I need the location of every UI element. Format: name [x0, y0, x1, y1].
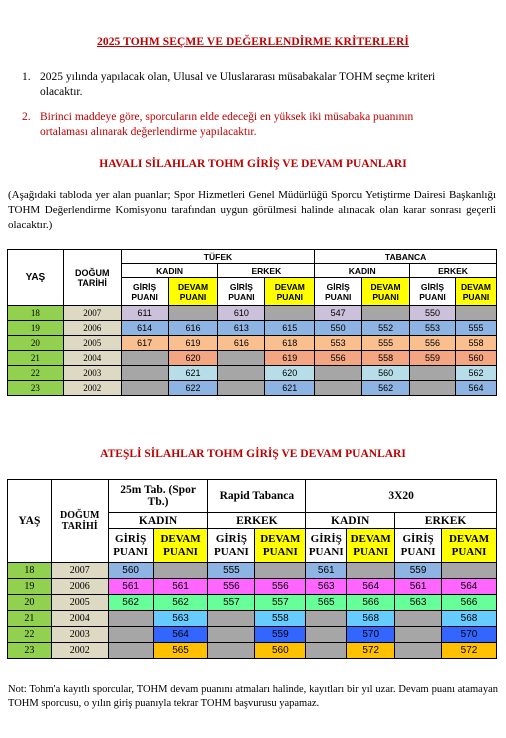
fire-gender: KADIN: [306, 513, 395, 529]
score-cell: 558: [455, 336, 496, 351]
score-cell: 568: [442, 611, 497, 627]
age-cell: 23: [8, 643, 52, 659]
air-cont-header: DEVAM PUANI: [168, 278, 218, 306]
air-cont-header: DEVAM PUANI: [265, 278, 315, 306]
score-cell: 556: [255, 579, 306, 595]
score-cell: 562: [362, 381, 410, 396]
fire-table: [7, 479, 497, 659]
year-cell: 2004: [63, 351, 121, 366]
score-cell: [265, 306, 315, 321]
score-cell: [153, 563, 208, 579]
score-cell: 616: [168, 321, 218, 336]
score-cell: 558: [362, 351, 410, 366]
air-heading: HAVALI SİLAHLAR TOHM GİRİŞ VE DEVAM PUANLARI: [99, 158, 407, 170]
score-cell: 613: [218, 321, 265, 336]
fire-cont-header: DEVAM PUANI: [255, 529, 306, 563]
year-cell: 2005: [63, 336, 121, 351]
score-cell: [315, 381, 362, 396]
year-cell: 2007: [63, 306, 121, 321]
age-cell: 19: [8, 579, 52, 595]
score-cell: 561: [108, 579, 153, 595]
score-cell: [306, 627, 347, 643]
score-cell: [121, 366, 168, 381]
fire-gender: KADIN: [108, 513, 208, 529]
score-cell: [108, 611, 153, 627]
air-group-rifle: TÜFEK: [121, 250, 315, 264]
year-cell: 2006: [63, 321, 121, 336]
score-cell: 556: [208, 579, 255, 595]
year-cell: 2005: [51, 595, 108, 611]
age-cell: 22: [8, 366, 64, 381]
score-cell: 563: [306, 579, 347, 595]
score-cell: [108, 627, 153, 643]
year-cell: 2002: [51, 643, 108, 659]
score-cell: 558: [255, 611, 306, 627]
fire-group-25m: 25m Tab. (Spor Tb.): [108, 480, 208, 513]
score-cell: 555: [455, 321, 496, 336]
age-cell: 19: [8, 321, 64, 336]
age-cell: 21: [8, 351, 64, 366]
score-cell: [168, 306, 218, 321]
score-cell: [306, 643, 347, 659]
score-cell: 560: [255, 643, 306, 659]
age-cell: 22: [8, 627, 52, 643]
air-table-row: [8, 336, 497, 351]
fire-gender: ERKEK: [395, 513, 497, 529]
score-cell: 621: [168, 366, 218, 381]
air-entry-header: GİRİŞ PUANI: [410, 278, 456, 306]
age-cell: 20: [8, 336, 64, 351]
score-cell: 619: [168, 336, 218, 351]
score-cell: 564: [442, 579, 497, 595]
year-cell: 2006: [51, 579, 108, 595]
fire-col-age: YAŞ: [8, 480, 52, 563]
fire-table-row: [8, 643, 497, 659]
score-cell: 566: [347, 595, 395, 611]
score-cell: 560: [362, 366, 410, 381]
score-cell: 620: [265, 366, 315, 381]
age-cell: 21: [8, 611, 52, 627]
score-cell: 553: [410, 321, 456, 336]
score-cell: 563: [395, 595, 442, 611]
score-cell: 550: [410, 306, 456, 321]
score-cell: 619: [265, 351, 315, 366]
score-cell: 562: [455, 366, 496, 381]
score-cell: 556: [315, 351, 362, 366]
air-table-row: [8, 381, 497, 396]
fire-heading: ATEŞLİ SİLAHLAR TOHM GİRİŞ VE DEVAM PUANLARI: [100, 448, 406, 460]
score-cell: 570: [442, 627, 497, 643]
year-cell: 2003: [51, 627, 108, 643]
score-cell: [395, 643, 442, 659]
air-gender: KADIN: [315, 264, 410, 278]
page-title: 2025 TOHM SEÇME VE DEĞERLENDİRME KRİTERLERİ: [97, 36, 409, 48]
score-cell: 565: [306, 595, 347, 611]
air-gender: ERKEK: [218, 264, 315, 278]
fire-table-row: [8, 563, 497, 579]
score-cell: [208, 611, 255, 627]
score-cell: 560: [455, 351, 496, 366]
air-table-row: [8, 321, 497, 336]
air-cont-header: DEVAM PUANI: [362, 278, 410, 306]
air-table-row: [8, 306, 497, 321]
fire-entry-header: GİRİŞ PUANI: [108, 529, 153, 563]
age-cell: 23: [8, 381, 64, 396]
score-cell: 611: [121, 306, 168, 321]
score-cell: 561: [306, 563, 347, 579]
score-cell: 616: [218, 336, 265, 351]
score-cell: [218, 381, 265, 396]
score-cell: 559: [410, 351, 456, 366]
score-cell: 566: [442, 595, 497, 611]
score-cell: 618: [265, 336, 315, 351]
fire-table-row: [8, 627, 497, 643]
air-group-pistol: TABANCA: [315, 250, 497, 264]
score-cell: 561: [395, 579, 442, 595]
score-cell: 564: [455, 381, 496, 396]
air-entry-header: GİRİŞ PUANI: [315, 278, 362, 306]
score-cell: 559: [395, 563, 442, 579]
air-gender: KADIN: [121, 264, 218, 278]
score-cell: 553: [315, 336, 362, 351]
fire-table-row: [8, 595, 497, 611]
score-cell: [395, 627, 442, 643]
score-cell: 555: [208, 563, 255, 579]
score-cell: [121, 381, 168, 396]
score-cell: 564: [153, 627, 208, 643]
age-cell: 18: [8, 563, 52, 579]
fire-group-rapid: Rapid Tabanca: [208, 480, 306, 513]
year-cell: 2003: [63, 366, 121, 381]
criteria-number: 1.: [22, 71, 31, 83]
score-cell: [208, 627, 255, 643]
score-cell: 572: [442, 643, 497, 659]
score-cell: [218, 366, 265, 381]
air-cont-header: DEVAM PUANI: [455, 278, 496, 306]
age-cell: 18: [8, 306, 64, 321]
score-cell: [362, 306, 410, 321]
score-cell: 568: [347, 611, 395, 627]
score-cell: 622: [168, 381, 218, 396]
fire-cont-header: DEVAM PUANI: [153, 529, 208, 563]
score-cell: 570: [347, 627, 395, 643]
age-cell: 20: [8, 595, 52, 611]
air-intro: (Aşağıdaki tabloda yer alan puanlar; Spor Hizmetleri Genel Müdürlüğü Sporcu Yetiştirme Dairesi Başkanlığı TOHM Değerlendirme Komisyonu tarafından uygun görülmesi halinde alınacak olan karar sonrası geçerli olacaktır.): [8, 189, 496, 231]
score-cell: [208, 643, 255, 659]
score-cell: 572: [347, 643, 395, 659]
score-cell: [410, 366, 456, 381]
air-entry-header: GİRİŞ PUANI: [218, 278, 265, 306]
air-col-birth: DOĞUM TARİHİ: [63, 250, 121, 306]
score-cell: 557: [208, 595, 255, 611]
air-table-row: [8, 366, 497, 381]
fire-entry-header: GİRİŞ PUANI: [395, 529, 442, 563]
year-cell: 2004: [51, 611, 108, 627]
air-col-age: YAŞ: [8, 250, 64, 306]
fire-entry-header: GİRİŞ PUANI: [306, 529, 347, 563]
score-cell: 620: [168, 351, 218, 366]
score-cell: 555: [362, 336, 410, 351]
score-cell: 559: [255, 627, 306, 643]
fire-gender: ERKEK: [208, 513, 306, 529]
score-cell: [121, 351, 168, 366]
score-cell: 562: [108, 595, 153, 611]
fire-table-row: [8, 579, 497, 595]
fire-cont-header: DEVAM PUANI: [442, 529, 497, 563]
score-cell: [347, 563, 395, 579]
score-cell: [218, 351, 265, 366]
score-cell: 614: [121, 321, 168, 336]
fire-group-3x20: 3X20: [306, 480, 497, 513]
score-cell: 564: [347, 579, 395, 595]
criteria-text: Birinci maddeye göre, sporcuların elde edeceği en yüksek iki müsabaka puanının ortalaması alınarak değerlendirme yapılacaktır.: [40, 111, 414, 138]
criteria-number: 2.: [22, 111, 31, 123]
air-gender: ERKEK: [410, 264, 497, 278]
footer-note: Not: Tohm'a kayıtlı sporcular, TOHM devam puanını atmaları halinde, kayıtları bir yıl uzar. Devam puanı atamayan TOHM sporcusu, o yılın giriş puanıyla tekrar TOHM başvurusu yapamaz.: [8, 684, 498, 709]
air-table-row: [8, 351, 497, 366]
year-cell: 2002: [63, 381, 121, 396]
score-cell: 556: [410, 336, 456, 351]
score-cell: 565: [153, 643, 208, 659]
score-cell: [108, 643, 153, 659]
score-cell: 615: [265, 321, 315, 336]
score-cell: [255, 563, 306, 579]
fire-entry-header: GİRİŞ PUANI: [208, 529, 255, 563]
air-entry-header: GİRİŞ PUANI: [121, 278, 168, 306]
score-cell: 560: [108, 563, 153, 579]
score-cell: [306, 611, 347, 627]
score-cell: 547: [315, 306, 362, 321]
score-cell: [410, 381, 456, 396]
fire-col-birth: DOĞUM TARİHİ: [51, 480, 108, 563]
score-cell: 621: [265, 381, 315, 396]
score-cell: [442, 563, 497, 579]
year-cell: 2007: [51, 563, 108, 579]
score-cell: [315, 366, 362, 381]
score-cell: 561: [153, 579, 208, 595]
score-cell: 557: [255, 595, 306, 611]
score-cell: 562: [153, 595, 208, 611]
score-cell: [395, 611, 442, 627]
fire-table-row: [8, 611, 497, 627]
score-cell: 552: [362, 321, 410, 336]
score-cell: 563: [153, 611, 208, 627]
score-cell: 617: [121, 336, 168, 351]
air-table: [7, 249, 497, 396]
score-cell: [455, 306, 496, 321]
score-cell: 610: [218, 306, 265, 321]
fire-cont-header: DEVAM PUANI: [347, 529, 395, 563]
criteria-text: 2025 yılında yapılacak olan, Ulusal ve Uluslararası müsabakalar TOHM seçme kriteri olacaktır.: [40, 71, 436, 98]
score-cell: 550: [315, 321, 362, 336]
